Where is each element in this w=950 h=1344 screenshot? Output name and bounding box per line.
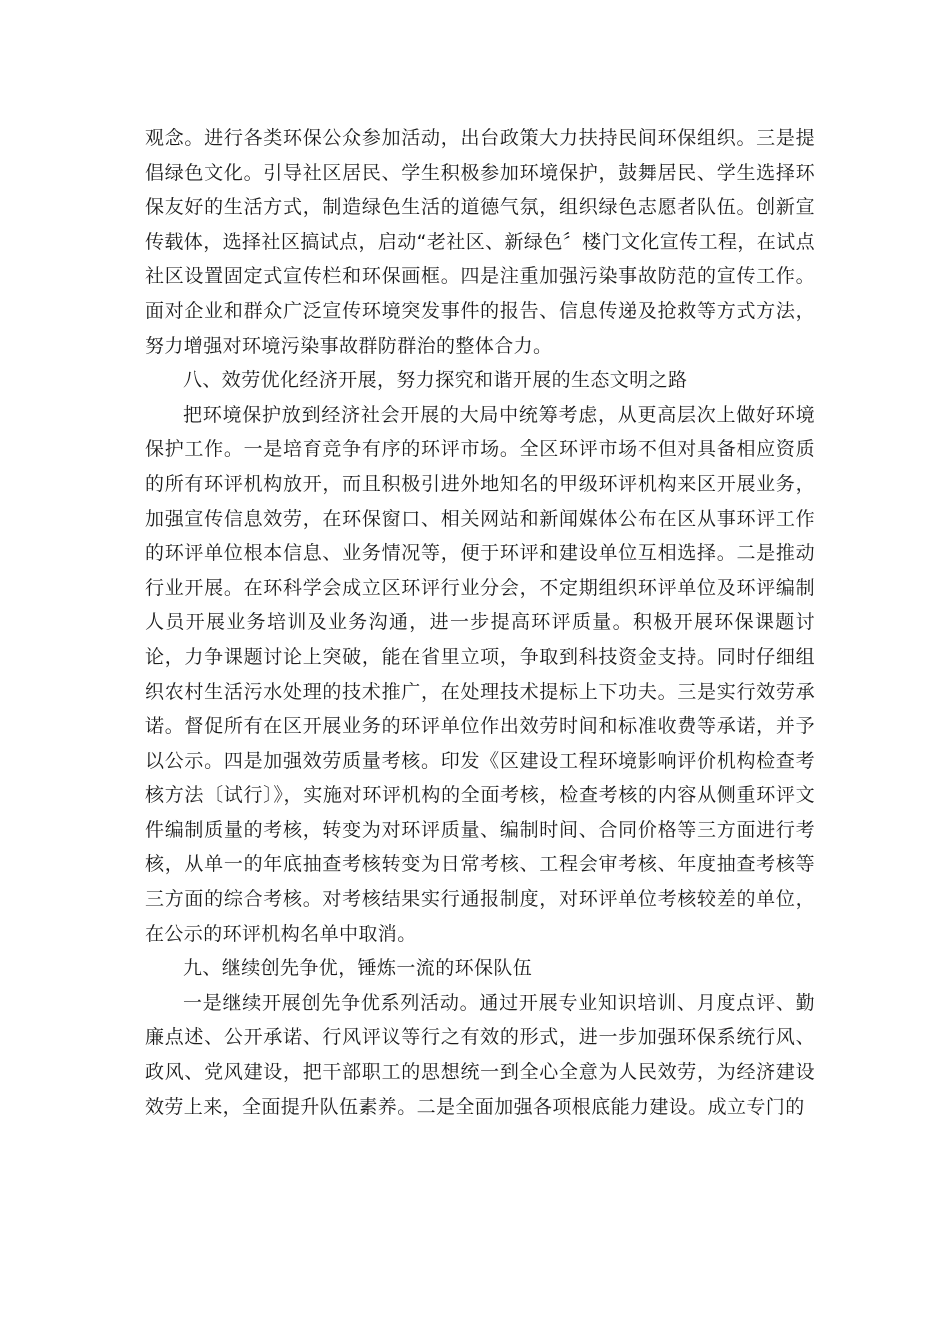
paragraph-section-8: 把环境保护放到经济社会开展的大局中统筹考虑，从更高层次上做好环境保护工作。一是培育竞争有序的环评市场。全区环评市场不但对具备相应资质的所有环评机构放开，而且积极引进外地知名的甲级环评机构来区开展业务，加强宣传信息效劳，在环保窗口、相关网站和新闻媒体公布在区从事环评工作的环评单位根本信息、业务情况等，便于环评和建设单位互相选择。二是推动行业开展。在环科学会成立区环评行业分会，不定期组织环评单位及环评编制人员开展业务培训及业务沟通，进一步提高环评质量。积极开展环保课题讨论，力争课题讨论上突破，能在省里立项，争取到科技资金支持。同时仔细组织农村生活污水处理的技术推广，在处理技术提标上下功夫。三是实行效劳承诺。督促所有在区开展业务的环评单位作出效劳时间和标准收费等承诺，并予以公示。四是加强效劳质量考核。印发《区建设工程环境影响评价机构检查考核方法〔试行〕》，实施对环评机构的全面考核，检查考核的内容从侧重环评文件编制质量的考核，转变为对环评质量、编制时间、合同价格等三方面进行考核，从单一的年底抽查考核转变为日常考核、工程会审考核、年度抽查考核等三方面的综合考核。对考核结果实行通报制度，对环评单位考核较差的单位，在公示的环评机构名单中取消。 xyxy=(145,403,815,945)
document-body xyxy=(145,121,815,1124)
paragraph-continuation: 观念。进行各类环保公众参加活动，出台政策大力扶持民间环保组织。三是提倡绿色文化。引导社区居民、学生积极参加环境保护，鼓舞居民、学生选择环保友好的生活方式，制造绿色生活的道德气氛，组织绿色志愿者队伍。创新宣传载体，选择社区搞试点，启动“老社区、新绿色〞楼门文化宣传工程，在试点社区设置固定式宣传栏和环保画框。四是注重加强污染事故防范的宣传工作。面对企业和群众广泛宣传环境突发事件的报告、信息传递及抢救等方式方法，努力增强对环境污染事故群防群治的整体合力。 xyxy=(145,127,815,357)
section-heading-9: 九、继续创先争优，锤炼一流的环保队伍 xyxy=(183,957,533,980)
section-heading-8: 八、效劳优化经济开展，努力探究和谐开展的生态文明之路 xyxy=(183,369,688,392)
paragraph-section-9: 一是继续开展创先争优系列活动。通过开展专业知识培训、月度点评、勤廉点述、公开承诺、行风评议等行之有效的形式，进一步加强环保系统行风、政风、党风建设，把干部职工的思想统一到全心全意为人民效劳，为经济建设效劳上来，全面提升队伍素养。二是全面加强各项根底能力建设。成立专门的 xyxy=(145,991,815,1118)
